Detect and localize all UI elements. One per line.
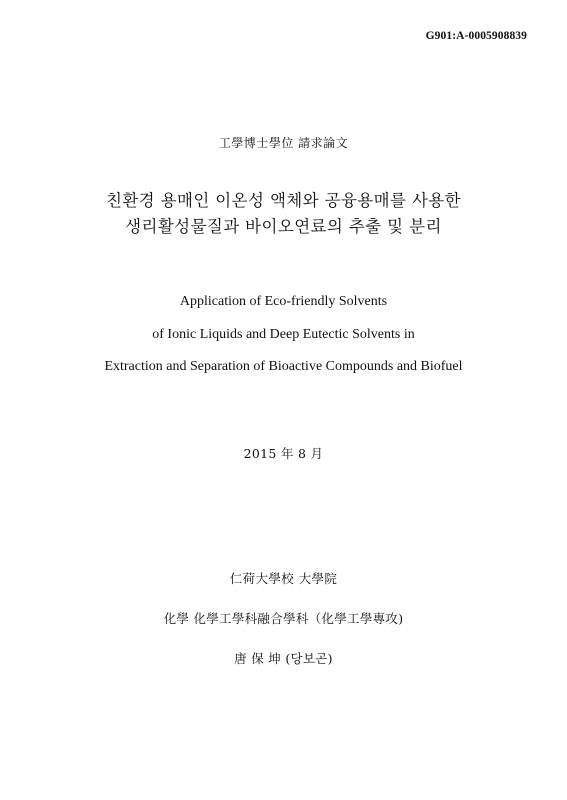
english-title-line-2: of Ionic Liquids and Deep Eutectic Solvents in bbox=[152, 327, 415, 342]
submission-date: 2015 年 8 月 bbox=[243, 446, 324, 461]
department-name: 化學 化學工學科融合學科（化學工學專攻) bbox=[163, 611, 404, 626]
english-title-line-3: Extraction and Separation of Bioactive Compounds and Biofuel bbox=[104, 359, 463, 374]
english-title-line-1: Application of Eco-friendly Solvents bbox=[179, 294, 388, 309]
korean-title-line-2: 생리활성물질과 바이오연료의 추출 및 분리 bbox=[125, 217, 442, 236]
author-name: 唐 保 坤 (당보곤) bbox=[234, 651, 333, 666]
degree-line: 工學博士學位 請求論文 bbox=[218, 136, 349, 150]
korean-title-line-1: 친환경 용매인 이온성 액체와 공융용매를 사용한 bbox=[105, 191, 461, 210]
document-id: G901:A-0005908839 bbox=[425, 30, 527, 42]
university-name: 仁荷大學校 大學院 bbox=[229, 571, 338, 586]
